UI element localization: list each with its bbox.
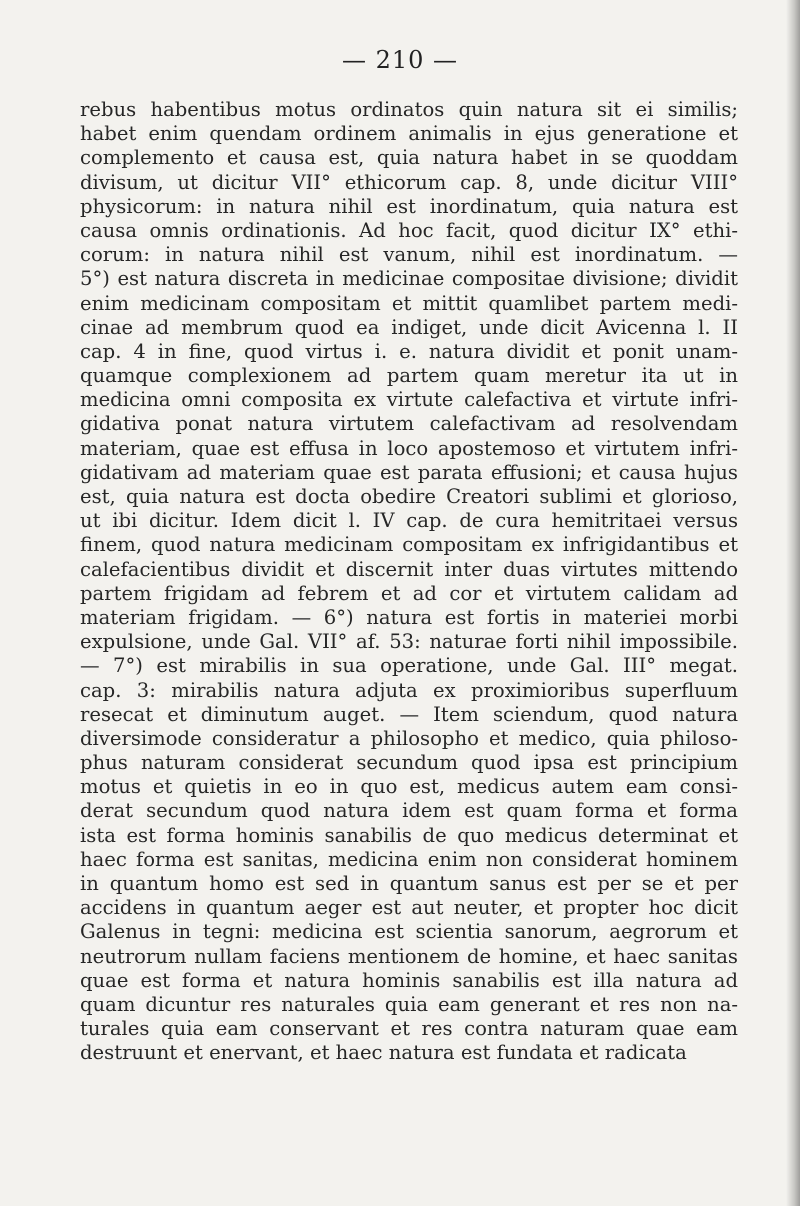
text-line: derat secundum quod natura idem est quam forma et forma	[80, 799, 738, 823]
text-line: resecat et diminutum auget. — Item sciendum, quod natura	[80, 702, 738, 726]
text-line: materiam frigidam. — 6°) natura est fortis in materiei morbi	[80, 605, 738, 629]
text-line: — 7°) est mirabilis in sua operatione, unde Gal. III° megat.	[80, 654, 738, 678]
text-line: neutrorum nullam faciens mentionem de homine, et haec sanitas	[80, 944, 738, 968]
text-line: cap. 3: mirabilis natura adjuta ex proximioribus superfluum	[80, 678, 738, 702]
text-line: quae est forma et natura hominis sanabilis est illa natura ad	[80, 968, 738, 992]
text-line: physicorum: in natura nihil est inordinatum, quia natura est	[80, 194, 738, 218]
page-edge-shadow	[786, 0, 800, 1206]
text-line: medicina omni composita ex virtute calefactiva et virtute infri-	[80, 388, 738, 412]
text-line: turales quia eam conservant et res contra naturam quae eam	[80, 1017, 738, 1041]
text-line: motus et quietis in eo in quo est, medicus autem eam consi-	[80, 775, 738, 799]
text-line: finem, quod natura medicinam compositam ex infrigidantibus et	[80, 533, 738, 557]
text-line: est, quia natura est docta obedire Creatori sublimi et glorioso,	[80, 485, 738, 508]
text-line: cap. 4 in fine, quod virtus i. e. natura dividit et ponit unam-	[80, 339, 738, 363]
text-line: ista est forma hominis sanabilis de quo medicus determinat et	[80, 823, 738, 847]
text-line: expulsione, unde Gal. VII° af. 53: naturae forti nihil impossibile.	[80, 630, 738, 654]
text-line: 5°) est natura discreta in medicinae compositae divisione; dividit	[80, 267, 738, 291]
text-line: ut ibi dicitur. Idem dicit l. IV cap. de cura hemitritaei versus	[80, 509, 738, 533]
text-line: gidativa ponat natura virtutem calefactivam ad resolvendam	[80, 412, 738, 436]
text-line: rebus habentibus motus ordinatos quin natura sit ei similis;	[80, 98, 738, 121]
body-text	[80, 98, 738, 1066]
text-line: cinae ad membrum quod ea indiget, unde dicit Avicenna l. II	[80, 315, 738, 339]
text-line: in quantum homo est sed in quantum sanus est per se et per	[80, 872, 738, 895]
text-line: destruunt et enervant, et haec natura est fundata et radicata	[80, 1041, 687, 1065]
text-line: Galenus in tegni: medicina est scientia sanorum, aegrorum et	[80, 920, 738, 944]
text-line: quamque complexionem ad partem quam meretur ita ut in	[80, 364, 738, 388]
text-line: complemento et causa est, quia natura habet in se quoddam	[80, 146, 738, 170]
text-line: diversimode consideratur a philosopho et medico, quia philoso-	[80, 726, 738, 750]
text-line: materiam, quae est effusa in loco apostemoso et virtutem infri-	[80, 436, 738, 460]
text-line: gidativam ad materiam quae est parata effusioni; et causa hujus	[80, 460, 738, 484]
text-line: haec forma est sanitas, medicina enim non considerat hominem	[80, 847, 738, 871]
text-line: corum: in natura nihil est vanum, nihil est inordinatum. —	[80, 243, 738, 267]
text-line: enim medicinam compositam et mittit quamlibet partem medi-	[80, 291, 738, 315]
text-line: partem frigidam ad febrem et ad cor et virtutem calidam ad	[80, 581, 738, 605]
text-line: accidens in quantum aeger est aut neuter, et propter hoc dicit	[80, 896, 738, 920]
text-line: quam dicuntur res naturales quia eam generant et res non na-	[80, 992, 738, 1016]
text-line: causa omnis ordinationis. Ad hoc facit, quod dicitur IX° ethi-	[80, 218, 738, 242]
text-line: divisum, ut dicitur VII° ethicorum cap. 8, unde dicitur VIII°	[80, 170, 738, 194]
text-line: calefacientibus dividit et discernit inter duas virtutes mittendo	[80, 557, 738, 581]
text-line: habet enim quendam ordinem animalis in ejus generatione et	[80, 122, 738, 146]
text-line: phus naturam considerat secundum quod ipsa est principium	[80, 751, 738, 775]
page-number: — 210 —	[341, 46, 459, 74]
